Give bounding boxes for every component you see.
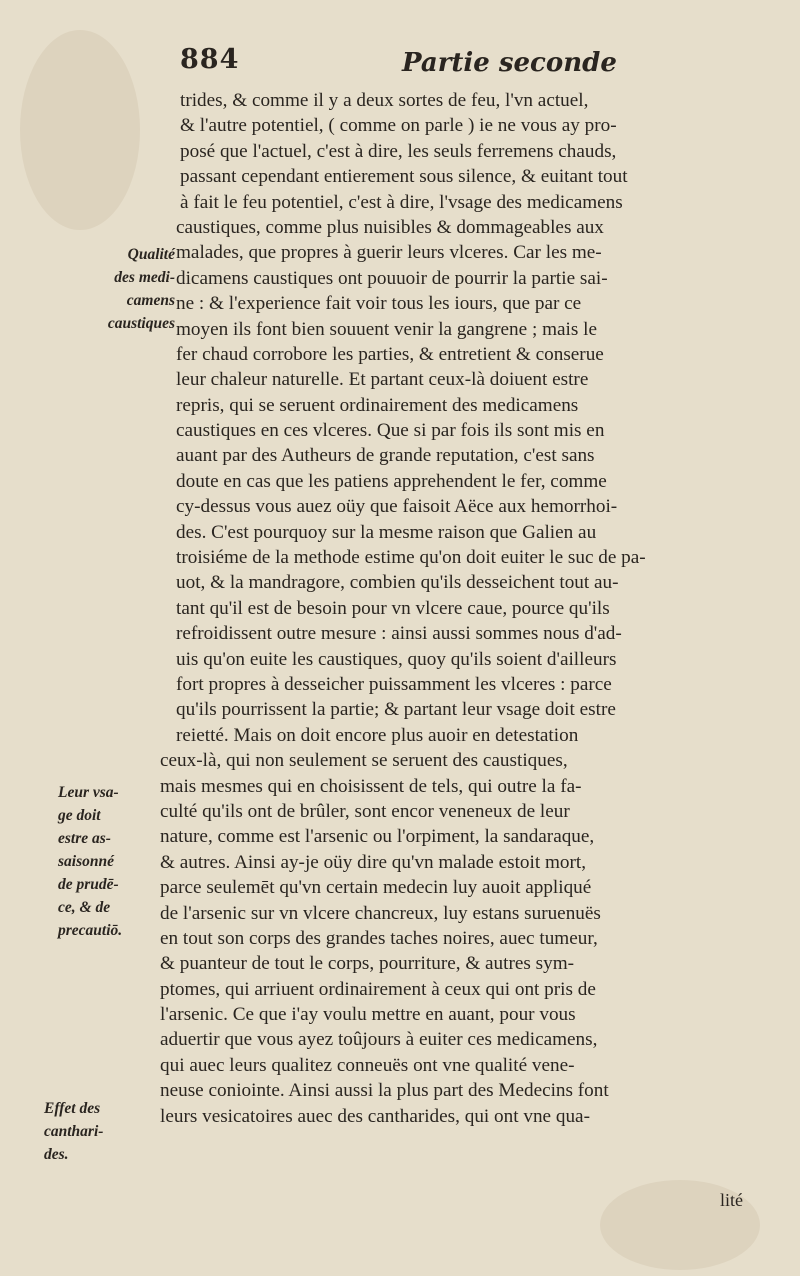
- text-line: doute en cas que les patiens apprehendent le fer, comme: [176, 470, 607, 492]
- text-line: troisiéme de la methode estime qu'on doit euiter le suc de pa-: [176, 547, 646, 569]
- text-line: mais mesmes qui en choisissent de tels, qui outre la fa-: [160, 775, 582, 797]
- text-line: tant qu'il est de besoin pour vn vlcere caue, pource qu'ils: [176, 597, 610, 619]
- text-line: culté qu'ils ont de brûler, sont encor veneneux de leur: [160, 800, 570, 822]
- text-line: qu'ils pourrissent la partie; & partant leur vsage doit estre: [176, 699, 616, 721]
- text-line: & puanteur de tout le corps, pourriture, & autres sym-: [160, 953, 575, 975]
- text-line: posé que l'actuel, c'est à dire, les seuls ferremens chauds,: [180, 140, 617, 162]
- paper-stain: [20, 30, 140, 230]
- text-line: aduertir que vous ayez toûjours à euiter ces medicamens,: [160, 1029, 598, 1051]
- text-line: passant cependant entierement sous silence, & euitant tout: [180, 166, 628, 188]
- text-line: refroidissent outre mesure : ainsi aussi sommes nous d'ad-: [176, 623, 622, 645]
- margin-note-vsage: Leur vsa- ge doit estre as- saisonné de prudē- ce, & de precautiō.: [58, 784, 123, 939]
- text-line: l'arsenic. Ce que i'ay voulu mettre en auant, pour vous: [160, 1004, 576, 1026]
- text-line: nature, comme est l'arsenic ou l'orpiment, la sandaraque,: [160, 826, 595, 848]
- text-line: trides, & comme il y a deux sortes de feu, l'vn actuel,: [180, 90, 589, 111]
- text-line: reietté. Mais on doit encore plus auoir en detestation: [176, 724, 579, 746]
- text-line: caustiques, comme plus nuisibles & dommageables aux: [176, 216, 604, 238]
- text-line: leurs vesicatoires auec des cantharides, qui ont vne qua-: [160, 1105, 590, 1127]
- text-line: caustiques en ces vlceres. Que si par fois ils sont mis en: [176, 420, 605, 442]
- text-line: de l'arsenic sur vn vlcere chancreux, luy estans suruenuës: [160, 902, 601, 924]
- margin-note-cantharides: Effet des canthari- des.: [44, 1100, 104, 1163]
- text-line: fer chaud corrobore les parties, & entretient & conserue: [176, 343, 604, 365]
- body-text: [152, 88, 780, 1129]
- page-header: [180, 44, 780, 90]
- page-number: 884: [180, 44, 240, 75]
- text-line: neuse coniointe. Ainsi aussi la plus part des Medecins font: [160, 1080, 609, 1102]
- margin-note-qualite: Qualité des medi- camens caustiques: [107, 246, 175, 332]
- text-line: uot, & la mandragore, combien qu'ils desseichent tout au-: [176, 572, 619, 594]
- text-line: uis qu'on euite les caustiques, quoy qu'ils soient d'ailleurs: [176, 648, 617, 670]
- text-line: à fait le feu potentiel, c'est à dire, l'vsage des medicamens: [180, 191, 623, 213]
- text-line: & l'autre potentiel, ( comme on parle ) ie ne vous ay pro-: [180, 115, 617, 137]
- text-line: leur chaleur naturelle. Et partant ceux-là doiuent estre: [176, 369, 589, 391]
- text-line: dicamens caustiques ont pouuoir de pourrir la partie sai-: [176, 267, 608, 289]
- text-line: parce seulemēt qu'vn certain medecin luy auoit appliqué: [160, 877, 592, 899]
- text-line: des. C'est pourquoy sur la mesme raison que Galien au: [176, 521, 597, 543]
- text-line: qui auec leurs qualitez conneuës ont vne qualité vene-: [160, 1054, 575, 1076]
- text-line: repris, qui se seruent ordinairement des medicamens: [176, 394, 579, 416]
- text-line: & autres. Ainsi ay-je oüy dire qu'vn malade estoit mort,: [160, 851, 587, 873]
- text-line: auant par des Autheurs de grande reputation, c'est sans: [176, 445, 595, 467]
- text-line: ceux-là, qui non seulement se seruent des caustiques,: [160, 750, 568, 772]
- text-line: moyen ils font bien souuent venir la gangrene ; mais le: [176, 318, 597, 340]
- catchword: lité: [720, 1190, 743, 1210]
- text-line: ptomes, qui arriuent ordinairement à ceux qui ont pris de: [160, 978, 596, 1000]
- running-head: Partie seconde: [402, 48, 617, 78]
- text-line: malades, que propres à guerir leurs vlceres. Car les me-: [176, 242, 602, 264]
- text-line: ne : & l'experience fait voir tous les iours, que par ce: [176, 293, 582, 315]
- text-line: fort propres à desseicher puissamment les vlceres : parce: [176, 673, 612, 695]
- text-line: en tout son corps des grandes taches noires, auec tumeur,: [160, 927, 598, 949]
- text-line: cy-dessus vous auez oüy que faisoit Aëce aux hemorrhoi-: [176, 496, 618, 518]
